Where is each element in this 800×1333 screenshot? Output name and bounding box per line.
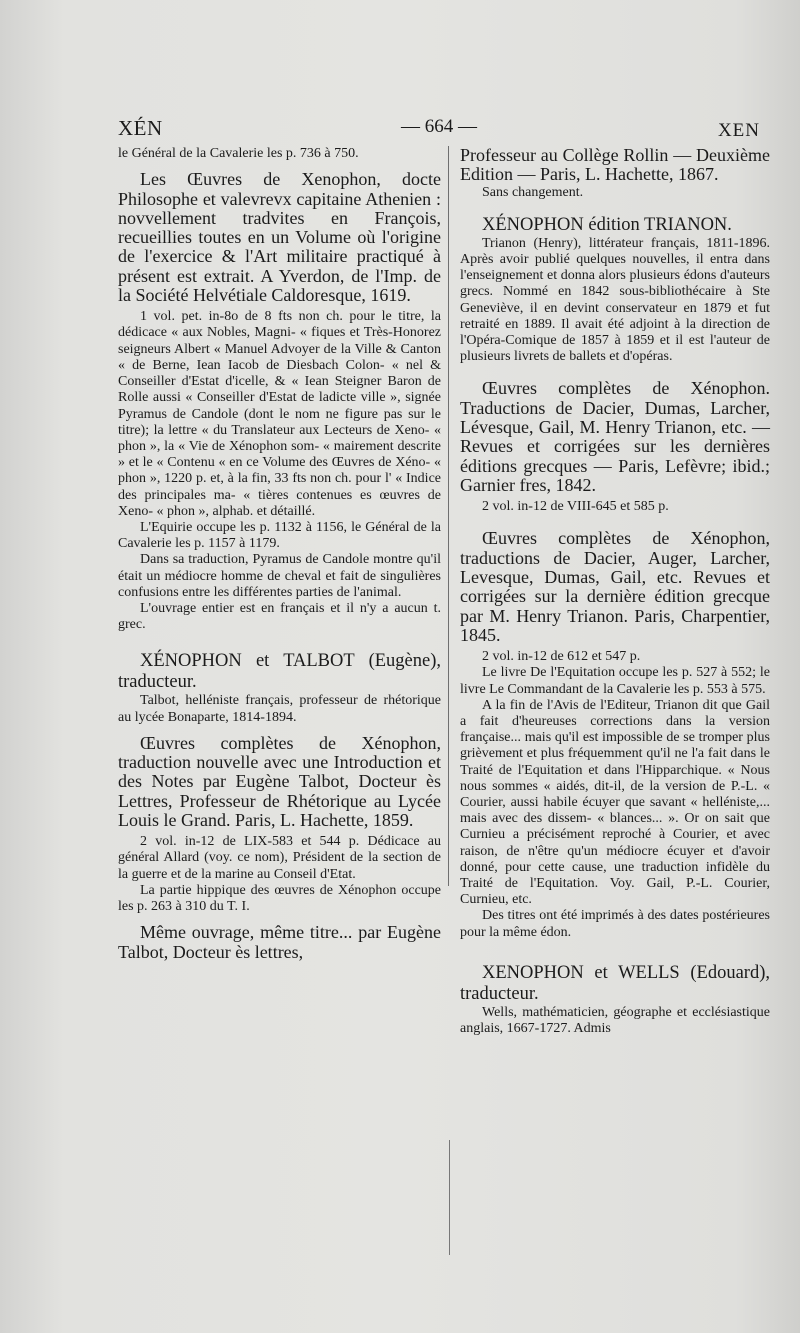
right-column (460, 146, 770, 1037)
paragraph: Œuvres complètes de Xénophon, traductions de Dacier, Auger, Larcher, Levesque, Dumas, Gail, etc. Revues et corrigées sur la dernière édition grecque par M. Henry Trianon. Paris, Charpentier, 1845. (460, 528, 770, 645)
paragraph: Wells, mathématicien, géographe et ecclésiastique anglais, 1667-1727. Admis (460, 1004, 770, 1037)
paragraph: Professeur au Collège Rollin — Deuxième Edition — Paris, L. Hachette, 1867. (460, 145, 770, 185)
paragraph: 2 vol. in-12 de VIII-645 et 585 p. (482, 499, 669, 515)
paragraph: le Général de la Cavalerie les p. 736 à 750. (118, 146, 359, 161)
page-number: — 664 — (401, 116, 477, 137)
paragraph: Œuvres complètes de Xénophon, traduction nouvelle avec une Introduction et des Notes par Eugène Talbot, Docteur ès Lettres, Professeur de Rhétorique au Lycée Louis le Grand. Paris, L. Hachette, 1859. (118, 732, 441, 830)
paragraph: Talbot, helléniste français, professeur de rhétorique au lycée Bonaparte, 1814-1894. (118, 693, 441, 725)
paragraph: Les Œuvres de Xenophon, docte Philosophe et valevrevx capitaine Athenien : novvellement tradvites en François, recueillies toutes en un Volume où l'origine de l'exercice & l'Art militaire practiqué à présent est extrait. A Yverdon, de l'Imp. de la Société Helvétiale Caldoresque, 1619. (118, 169, 441, 305)
paragraph: La partie hippique des œuvres de Xénophon occupe les p. 263 à 310 du T. I. (118, 882, 441, 915)
paragraph: L'Equirie occupe les p. 1132 à 1156, le Général de la Cavalerie les p. 1157 à 1179. (118, 519, 441, 552)
paragraph: Sans changement. (482, 184, 584, 200)
paragraph: Trianon (Henry), littérateur français, 1811-1896. Après avoir publié quelques nouvelles, il entra dans l'enseignement et donna alors plusieurs édons d'auteurs grecs. Nommé en 1842 sous-bibliothécaire à Ste Geneviève, il en devint conservateur en 1879 et fut retraité en 1889. Il avait été adjoint à la direction de l'Opéra-Comique de 1857 à 1859 et il est l'auteur de plusieurs livrets de ballets et d'opéras. (460, 235, 770, 365)
paragraph: XÉNOPHON et TALBOT (Eugène), traducteur. (118, 651, 441, 693)
running-header (118, 116, 760, 146)
paragraph: Même ouvrage, même titre... par Eugène Talbot, Docteur ès lettres, (118, 922, 441, 962)
paragraph: A la fin de l'Avis de l'Editeur, Trianon dit que Gail a fait d'heureuses corrections dans la version française... mais qu'il est impossible de se tromper plus grièvement et plus fréquemment qu'il ne l'a fait dans le Traité de l'Equitation et dans l'Hipparchique. « Nous nous sommes « aidés, dit-il, de la version de P.-L. « Courier, aussi habile écuyer que savant « helléniste,... mais avec des dissem- « blances... ». Or on sait que Curnieu a précisément reproché à Courier, et avec raison, de n'être qu'un médiocre écuyer et d'avoir donné, pour cette cause, une traduction infidèle du Traité de l'Equitation. Voy. Gail, P.-L. Courier, Curnieu, etc. (460, 697, 770, 908)
paragraph: Œuvres complètes de Xénophon. Traductions de Dacier, Dumas, Larcher, Lévesque, Gail, M. Henry Trianon, etc. — Revues et corrigées sur les dernières éditions grecques — Paris, Lefèvre; ibid.; Garnier fres, 1842. (460, 378, 770, 495)
paragraph: XENOPHON et WELLS (Edouard), traducteur. (460, 962, 770, 1004)
paragraph: Dans sa traduction, Pyramus de Candole montre qu'il était un médiocre homme de cheval et fait de singulières confusions entre les différentes parties de l'animal. (118, 552, 441, 600)
paragraph: Des titres ont été imprimés à des dates postérieures pour la même édon. (460, 908, 770, 940)
paragraph: 2 vol. in-12 de 612 et 547 p. (482, 649, 641, 665)
paragraph: 1 vol. pet. in-8o de 8 fts non ch. pour le titre, la dédicace « aux Nobles, Magni- « fiques et Très-Honorez seigneurs Albert « Manuel Advoyer de la Ville & Canton « de Berne, Iean Iacob de Diesbach Colon- « nel & Conseiller d'Estat d'icelle, & « Iean Steigner Baron de Rolle aussi « Conseiller d'Estat de ladicte ville », signée Pyramus de Candole (dont le nom ne figure pas sur le titre); la lettre « du Translateur aux Lecteurs de Xeno- « phon », la « Vie de Xénophon som- « mairement descrite » et le « Contenu « en ce Volume des Œuvres de Xéno- « phon », 1220 p. et, à la fin, 33 fts non ch. pour l' « Indice des principales ma- « tières contenues es œuvres de Xeno- « phon », alphab. et détaillé. (118, 309, 441, 519)
column-divider (448, 146, 449, 886)
paragraph: Le livre De l'Equitation occupe les p. 527 à 552; le livre Le Commandant de la Cavalerie les p. 553 à 575. (460, 665, 770, 697)
header-right-word: XEN (717, 120, 760, 141)
column-divider-lower (449, 1140, 450, 1255)
paragraph: 2 vol. in-12 de LIX-583 et 544 p. Dédicace au général Allard (voy. ce nom), Président de la section de la guerre et de la marine au Conseil d'Etat. (118, 834, 441, 882)
paragraph: XÉNOPHON édition TRIANON. (482, 214, 732, 235)
header-left-word: XÉN (118, 116, 163, 140)
left-column (118, 146, 441, 962)
paragraph: L'ouvrage entier est en français et il n'y a aucun t. grec. (118, 600, 441, 633)
